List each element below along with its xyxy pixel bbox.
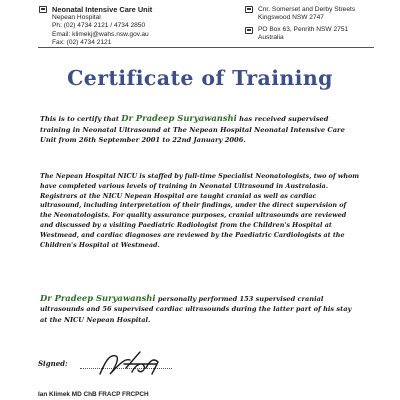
- letterhead-postal: [258, 26, 348, 42]
- letterhead-left: [52, 6, 152, 47]
- hospital-name: Nepean Hospital: [52, 14, 101, 22]
- trainee-name: Dr Pradeep Suryawanshi: [121, 113, 237, 123]
- email-line: Email: klimekj@wahs.nsw.gov.au: [52, 30, 149, 38]
- fax-line: Fax: (02) 4734 2121: [52, 38, 112, 46]
- phone-line: Ph: (02) 4734 2121 / 4734 2850: [52, 22, 146, 30]
- country-line: Australia: [258, 34, 284, 42]
- building-icon: [245, 6, 253, 13]
- procedures-body: personally performed 153 supervised cranial ultrasounds and 56 supervised cardiac ultrasounds during the latter part of his stay at the NICU Nepean Hospital.: [40, 295, 352, 324]
- procedures-paragraph: [40, 293, 360, 325]
- certify-body: has received supervised training in Neonatal Ultrasound at The Nepean Hospital Neonatal Intensive Care Unit from 26th September 2001 to 22nd January 2006.: [40, 115, 345, 145]
- header-divider: [38, 47, 374, 48]
- certificate-title: Certificate of Training: [67, 66, 333, 90]
- trainee-name-2: Dr Pradeep Suryawanshi: [40, 293, 156, 303]
- unit-name: Neonatal Intensive Care Unit: [52, 5, 153, 14]
- envelope-icon: [39, 6, 47, 13]
- signatory-name: Ian Klimek MD ChB FRACP FRCPCH: [38, 391, 149, 398]
- signature-image: [96, 348, 166, 382]
- certify-intro: This is to certify that: [40, 115, 122, 123]
- address-line-1: Cnr. Somerset and Derby Streets: [258, 6, 356, 13]
- letterhead-address: [258, 6, 355, 22]
- address-line-2: Kingswood NSW 2747: [258, 14, 324, 22]
- certification-paragraph: [40, 113, 360, 146]
- mailbox-icon: [245, 27, 253, 34]
- unit-description-paragraph: The Nepean Hospital NICU is staffed by full-time Specialist Neonatologists, two of whom have completed various levels of training in Neonatal Ultrasound in Australasia. Registrars at the NICU Nepean Hospital are taught cranial as well as cardiac ultrasound, including interpretation of their findings, under the direct supervision of the Neonatologists. For quality assurance purposes, cranial ultrasounds are reviewed and discussed by a visiting Paediatric Radiologist from the Children's Hospital at Westmead, and cardiac diagnoses are reviewed by the Paediatric Cardiologists at the Children's Hospital at Westmead.: [40, 172, 360, 249]
- po-box-line: PO Box 63, Penrith NSW 2751: [258, 26, 349, 33]
- signed-label: Signed:: [38, 359, 68, 368]
